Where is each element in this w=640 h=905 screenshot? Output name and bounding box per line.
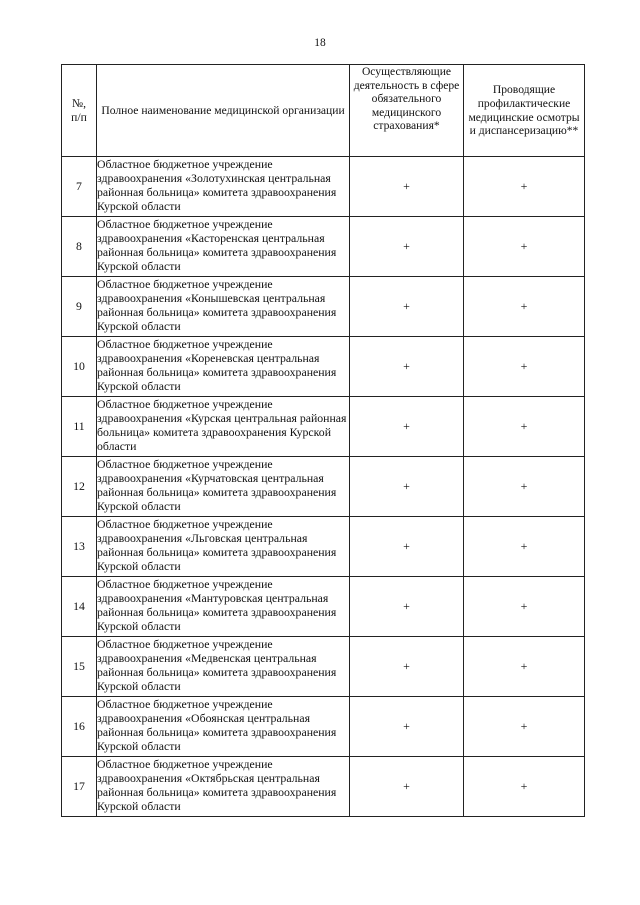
preventive-mark-cell: + <box>464 577 585 637</box>
organization-name-cell: Областное бюджетное учреждение здравоохранения «Золотухинская центральная районная больница» комитета здравоохранения Курской области <box>97 157 350 217</box>
organization-name-cell: Областное бюджетное учреждение здравоохранения «Касторенская центральная районная больница» комитета здравоохранения Курской области <box>97 217 350 277</box>
oms-mark-cell: + <box>350 517 464 577</box>
preventive-mark-cell: + <box>464 337 585 397</box>
table-header-row <box>62 65 585 157</box>
row-number-cell: 7 <box>62 157 97 217</box>
table-row <box>62 337 585 397</box>
organization-name-cell: Областное бюджетное учреждение здравоохранения «Конышевская центральная районная больница» комитета здравоохранения Курской области <box>97 277 350 337</box>
oms-mark-cell: + <box>350 637 464 697</box>
preventive-mark-cell: + <box>464 157 585 217</box>
preventive-mark-cell: + <box>464 637 585 697</box>
table-row <box>62 757 585 817</box>
table-row <box>62 397 585 457</box>
row-number-cell: 10 <box>62 337 97 397</box>
oms-mark-cell: + <box>350 697 464 757</box>
organization-name-cell: Областное бюджетное учреждение здравоохранения «Октябрьская центральная районная больница» комитета здравоохранения Курской области <box>97 757 350 817</box>
table-row <box>62 577 585 637</box>
header-preventive-exams: Проводящие профилактические медицинские осмотры и диспансеризацию** <box>464 65 585 157</box>
preventive-mark-cell: + <box>464 397 585 457</box>
header-row-number: №, п/п <box>62 65 97 157</box>
preventive-mark-cell: + <box>464 517 585 577</box>
row-number-cell: 9 <box>62 277 97 337</box>
preventive-mark-cell: + <box>464 277 585 337</box>
preventive-mark-cell: + <box>464 697 585 757</box>
table-body <box>62 157 585 817</box>
header-organization-name: Полное наименование медицинской организации <box>97 65 350 157</box>
preventive-mark-cell: + <box>464 457 585 517</box>
oms-mark-cell: + <box>350 757 464 817</box>
oms-mark-cell: + <box>350 457 464 517</box>
table-row <box>62 217 585 277</box>
table-row <box>62 637 585 697</box>
row-number-cell: 13 <box>62 517 97 577</box>
oms-mark-cell: + <box>350 397 464 457</box>
oms-mark-cell: + <box>350 157 464 217</box>
organization-name-cell: Областное бюджетное учреждение здравоохранения «Кореневская центральная районная больница» комитета здравоохранения Курской области <box>97 337 350 397</box>
organization-name-cell: Областное бюджетное учреждение здравоохранения «Медвенская центральная районная больница» комитета здравоохранения Курской области <box>97 637 350 697</box>
oms-mark-cell: + <box>350 277 464 337</box>
oms-mark-cell: + <box>350 577 464 637</box>
organization-name-cell: Областное бюджетное учреждение здравоохранения «Обоянская центральная районная больница» комитета здравоохранения Курской области <box>97 697 350 757</box>
row-number-cell: 11 <box>62 397 97 457</box>
header-oms-activity: Осуществляющие деятельность в сфере обязательного медицинского страхования* <box>350 65 464 157</box>
table-row <box>62 157 585 217</box>
medical-organizations-table <box>61 64 585 817</box>
table-row <box>62 277 585 337</box>
table-row <box>62 457 585 517</box>
organization-name-cell: Областное бюджетное учреждение здравоохранения «Льговская центральная районная больница» комитета здравоохранения Курской области <box>97 517 350 577</box>
table-row <box>62 697 585 757</box>
table-row <box>62 517 585 577</box>
organization-name-cell: Областное бюджетное учреждение здравоохранения «Мантуровская центральная районная больница» комитета здравоохранения Курской области <box>97 577 350 637</box>
organization-name-cell: Областное бюджетное учреждение здравоохранения «Курская центральная районная больница» комитета здравоохранения Курской области <box>97 397 350 457</box>
oms-mark-cell: + <box>350 217 464 277</box>
row-number-cell: 8 <box>62 217 97 277</box>
row-number-cell: 12 <box>62 457 97 517</box>
row-number-cell: 15 <box>62 637 97 697</box>
row-number-cell: 14 <box>62 577 97 637</box>
preventive-mark-cell: + <box>464 217 585 277</box>
oms-mark-cell: + <box>350 337 464 397</box>
organization-name-cell: Областное бюджетное учреждение здравоохранения «Курчатовская центральная районная больница» комитета здравоохранения Курской области <box>97 457 350 517</box>
preventive-mark-cell: + <box>464 757 585 817</box>
row-number-cell: 16 <box>62 697 97 757</box>
row-number-cell: 17 <box>62 757 97 817</box>
page-number: 18 <box>314 37 326 49</box>
